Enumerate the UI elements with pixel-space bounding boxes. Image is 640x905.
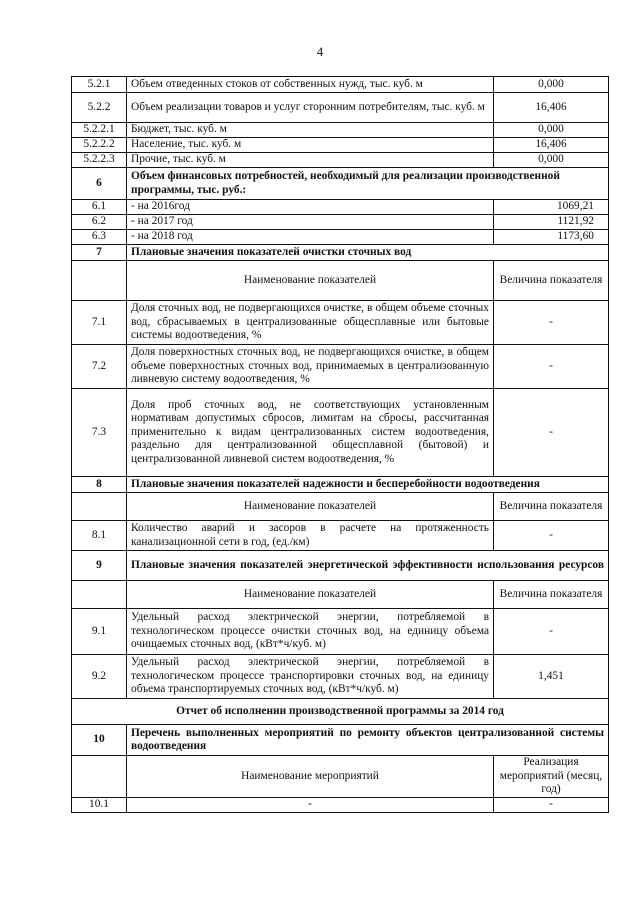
row-number: 6.3 <box>72 230 127 245</box>
section-header-row <box>72 477 609 493</box>
section-header-row <box>72 245 609 261</box>
row-number: 8.1 <box>72 521 127 551</box>
table-row <box>72 93 609 123</box>
row-number: 7.3 <box>72 389 127 477</box>
row-number: 7.2 <box>72 345 127 389</box>
table-row <box>72 521 609 551</box>
report-header-row <box>72 699 609 725</box>
section-header-row <box>72 551 609 581</box>
column-header-row <box>72 756 609 798</box>
row-value: 1173,60 <box>494 230 609 245</box>
column-header-name: Наименование мероприятий <box>127 756 494 798</box>
row-text: - на 2017 год <box>127 215 494 230</box>
row-number: 6.1 <box>72 200 127 215</box>
row-value: 1,451 <box>494 655 609 699</box>
table-row <box>72 230 609 245</box>
row-text: Объем реализации товаров и услуг сторонним потребителям, тыс. куб. м <box>127 93 494 123</box>
column-header-name: Наименование показателей <box>127 493 494 521</box>
column-header-name: Наименование показателей <box>127 261 494 301</box>
column-header-value: Реализация мероприятий (месяц, год) <box>494 756 609 798</box>
row-text: Доля сточных вод, не подвергающихся очистке, в общем объеме сточных вод, сбрасываемых в централизованные общесплавные или бытовые системы водоотведения, % <box>127 301 494 345</box>
table-row <box>72 345 609 389</box>
row-value: - <box>494 345 609 389</box>
section-header-row <box>72 725 609 756</box>
section-number: 10 <box>72 725 127 756</box>
section-header-row <box>72 168 609 200</box>
row-value: - <box>494 389 609 477</box>
row-number: 5.2.2.2 <box>72 138 127 153</box>
table-row <box>72 138 609 153</box>
row-value: - <box>494 301 609 345</box>
row-value: 16,406 <box>494 138 609 153</box>
program-table <box>71 76 609 813</box>
row-value: 1121,92 <box>494 215 609 230</box>
row-text: Удельный расход электрической энергии, потребляемой в технологическом процессе транспортировки сточных вод, на единицу объема транспортируемых сточных вод, (кВт*ч/куб. м) <box>127 655 494 699</box>
row-text: Объем отведенных стоков от собственных нужд, тыс. куб. м <box>127 77 494 93</box>
row-value: - <box>494 798 609 813</box>
row-number: 5.2.1 <box>72 77 127 93</box>
row-value: 0,000 <box>494 153 609 168</box>
row-number: 5.2.2.1 <box>72 123 127 138</box>
row-number: 7.1 <box>72 301 127 345</box>
report-title: Отчет об исполнении производственной программы за 2014 год <box>72 699 609 725</box>
row-value: 1069,21 <box>494 200 609 215</box>
section-number: 9 <box>72 551 127 581</box>
row-value: 16,406 <box>494 93 609 123</box>
table-row <box>72 301 609 345</box>
row-text: - на 2018 год <box>127 230 494 245</box>
section-title: Плановые значения показателей очистки сточных вод <box>127 245 609 261</box>
row-number: 9.1 <box>72 609 127 655</box>
row-number: 10.1 <box>72 798 127 813</box>
row-value: - <box>494 521 609 551</box>
row-text: Прочие, тыс. куб. м <box>127 153 494 168</box>
section-title: Перечень выполненных мероприятий по ремонту объектов централизованной системы водоотведения <box>127 725 609 756</box>
row-value: 0,000 <box>494 123 609 138</box>
column-header-value: Величина показателя <box>494 261 609 301</box>
table-row <box>72 200 609 215</box>
row-number: 5.2.2 <box>72 93 127 123</box>
section-number: 7 <box>72 245 127 261</box>
table-row <box>72 153 609 168</box>
section-number: 8 <box>72 477 127 493</box>
column-header-row <box>72 493 609 521</box>
section-title: Объем финансовых потребностей, необходимый для реализации производственной программы, тыс. руб.: <box>127 168 609 200</box>
row-text: Бюджет, тыс. куб. м <box>127 123 494 138</box>
section-title: Плановые значения показателей надежности и бесперебойности водоотведения <box>127 477 609 493</box>
row-text: Доля проб сточных вод, не соответствующих установленным нормативам допустимых сбросов, лимитам на сбросы, рассчитанная применительно к видам централизованных систем водоотведения, раздельно для централизованной общесплавной (бытовой) и централизованной ливневой систем водоотведения, % <box>127 389 494 477</box>
row-number: 5.2.2.3 <box>72 153 127 168</box>
table-row <box>72 215 609 230</box>
table-row <box>72 655 609 699</box>
table-row <box>72 609 609 655</box>
row-text: - <box>127 798 494 813</box>
table-row <box>72 798 609 813</box>
column-header-row <box>72 261 609 301</box>
column-header-name: Наименование показателей <box>127 581 494 609</box>
column-header-value: Величина показателя <box>494 581 609 609</box>
row-value: - <box>494 609 609 655</box>
column-header-value: Величина показателя <box>494 493 609 521</box>
page-number: 4 <box>316 44 324 59</box>
section-title: Плановые значения показателей энергетической эффективности использования ресурсов <box>127 551 609 581</box>
row-number: 9.2 <box>72 655 127 699</box>
table-row <box>72 123 609 138</box>
column-header-row <box>72 581 609 609</box>
section-number: 6 <box>72 168 127 200</box>
row-text: - на 2016год <box>127 200 494 215</box>
row-text: Доля поверхностных сточных вод, не подвергающихся очистке, в общем объеме поверхностных сточных вод, принимаемых в централизованную ливневую систему водоотведения, % <box>127 345 494 389</box>
table-row <box>72 77 609 93</box>
row-text: Население, тыс. куб. м <box>127 138 494 153</box>
table-row <box>72 389 609 477</box>
row-text: Удельный расход электрической энергии, потребляемой в технологическом процессе очистки сточных вод, на единицу объема очищаемых сточных вод, (кВт*ч/куб. м) <box>127 609 494 655</box>
row-number: 6.2 <box>72 215 127 230</box>
row-value: 0,000 <box>494 77 609 93</box>
row-text: Количество аварий и засоров в расчете на протяженность канализационной сети в год, (ед./км) <box>127 521 494 551</box>
